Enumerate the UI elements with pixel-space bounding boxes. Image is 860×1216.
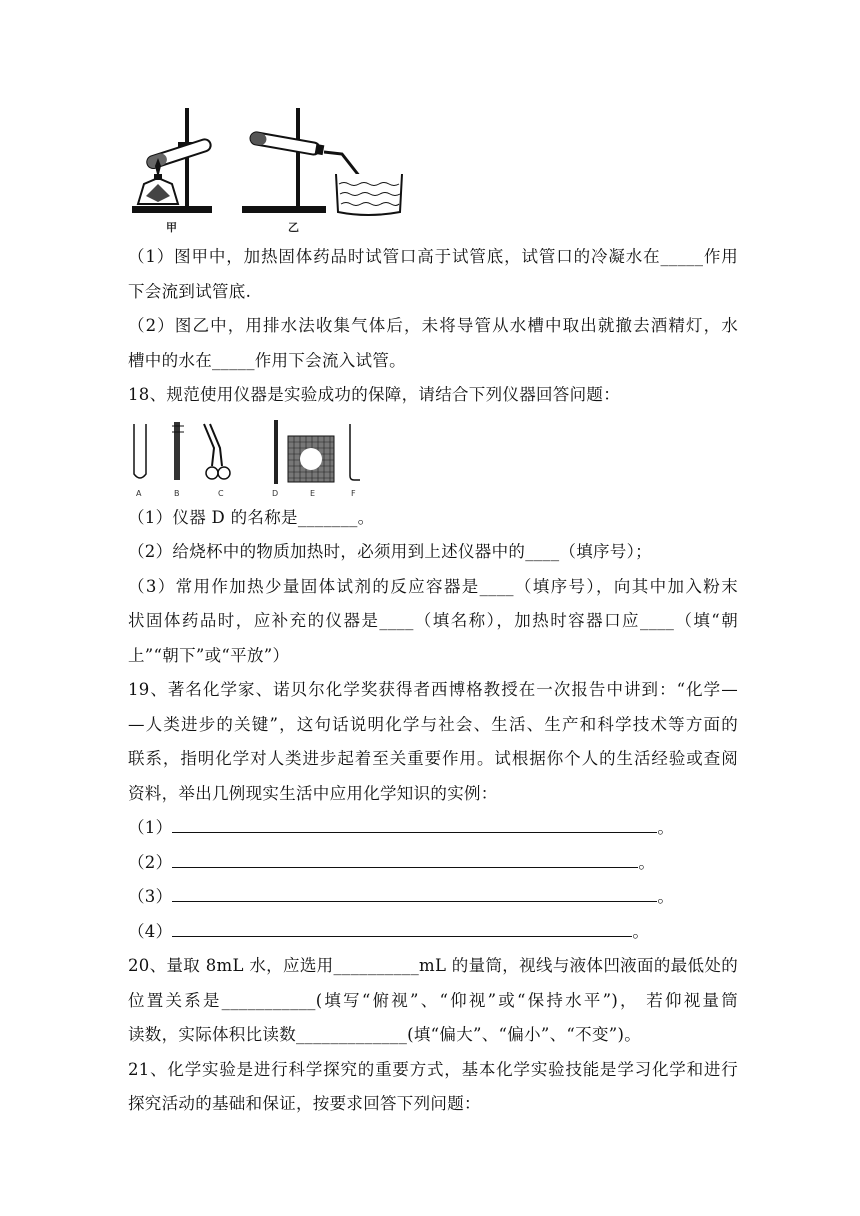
answer-blank[interactable]: [172, 818, 657, 833]
q17-part1-line1: （1）图甲中，加热固体药品时试管口高于试管底，试管口的冷凝水在_____作用: [128, 247, 738, 266]
instrument-label-a: A: [136, 489, 142, 498]
q19-line1: 19、著名化学家、诺贝尔化学奖获得者西博格教授在一次报告中讲到：“化学—: [128, 680, 738, 699]
q19-line3: 联系，指明化学对人类进步起着至关重要作用。试根据你个人的生活经验或查阅: [128, 749, 738, 768]
instrument-c-crucible-tongs: [204, 424, 230, 498]
instruments-figure: [128, 418, 368, 502]
q20-line2: 位置关系是___________(填写“俯视”、“仰视”或“保持水平”)， 若仰视量筒: [128, 991, 738, 1010]
q18-part3-line3: 上”“朝下”或“平放”）: [128, 646, 290, 665]
q20-line3: 读数，实际体积比读数_____________(填“偏大”、“偏小”、“不变”)。: [128, 1025, 642, 1044]
instrument-label-e: E: [310, 489, 316, 498]
answer-blank[interactable]: [172, 887, 657, 902]
figure-label-yi: 乙: [288, 221, 299, 234]
answer-number: （4）: [128, 922, 173, 941]
instrument-d-glass-rod: [272, 420, 278, 498]
answer-number: （2）: [128, 853, 173, 872]
apparatus-figure: [128, 104, 408, 236]
q21-line2: 探究活动的基础和保证，按要求回答下列问题：: [128, 1094, 481, 1113]
q21-line1: 21、化学实验是进行科学探究的重要方式，基本化学实验技能是学习化学和进行: [128, 1060, 738, 1079]
instrument-b-tube-holder: [172, 422, 184, 498]
q19-answer-4: [128, 921, 738, 943]
instrument-a-test-tube: [134, 424, 146, 498]
figure-label-jia: 甲: [166, 221, 177, 234]
q19-answer-2: [128, 852, 738, 874]
answer-number: （1）: [128, 818, 173, 837]
q18-part3-line2: 状固体药品时，应补充的仪器是____（填名称），加热时容器口应____（填“朝: [128, 611, 738, 630]
answer-end: 。: [638, 853, 656, 872]
answer-blank[interactable]: [172, 853, 638, 868]
q19-answer-3: [128, 886, 738, 908]
q17-part1-line2: 下会流到试管底.: [128, 282, 252, 301]
apparatus-yi: [242, 108, 402, 215]
instrument-f-combustion-spoon: [350, 424, 360, 498]
instrument-label-f: F: [351, 489, 356, 498]
q17-part2-line1: （2）图乙中，用排水法收集气体后，未将导管从水槽中取出就撤去酒精灯，水: [128, 316, 738, 335]
q18-part3-line1: （3）常用作加热少量固体试剂的反应容器是____（填序号），向其中加入粉末: [128, 577, 738, 596]
q18-part2: （2）给烧杯中的物质加热时，必须用到上述仪器中的____（填序号）；: [128, 542, 652, 561]
q19-line4: 资料，举出几例现实生活中应用化学知识的实例：: [128, 784, 498, 803]
instrument-label-c: C: [218, 489, 224, 498]
q19-line2: —人类进步的关键”，这句话说明化学与社会、生活、生产和科学技术等方面的: [128, 715, 738, 734]
answer-blank[interactable]: [172, 922, 632, 937]
apparatus-jia: [132, 108, 212, 213]
q19-answer-1: [128, 817, 738, 839]
instrument-e-wire-gauze: [288, 436, 334, 498]
answer-number: （3）: [128, 887, 173, 906]
instrument-label-d: D: [272, 489, 279, 498]
answer-end: 。: [657, 818, 675, 837]
q20-line1: 20、量取 8mL 水，应选用__________mL 的量筒，视线与液体凹液面的最低处的: [128, 956, 738, 975]
q18-stem: 18、规范使用仪器是实验成功的保障，请结合下列仪器回答问题：: [128, 385, 620, 404]
answer-end: 。: [657, 887, 675, 906]
q18-part1: （1）仪器 D 的名称是_______。: [128, 508, 375, 527]
q17-part2-line2: 槽中的水在_____作用下会流入试管。: [128, 351, 406, 370]
instrument-label-b: B: [174, 489, 180, 498]
answer-end: 。: [632, 922, 650, 941]
